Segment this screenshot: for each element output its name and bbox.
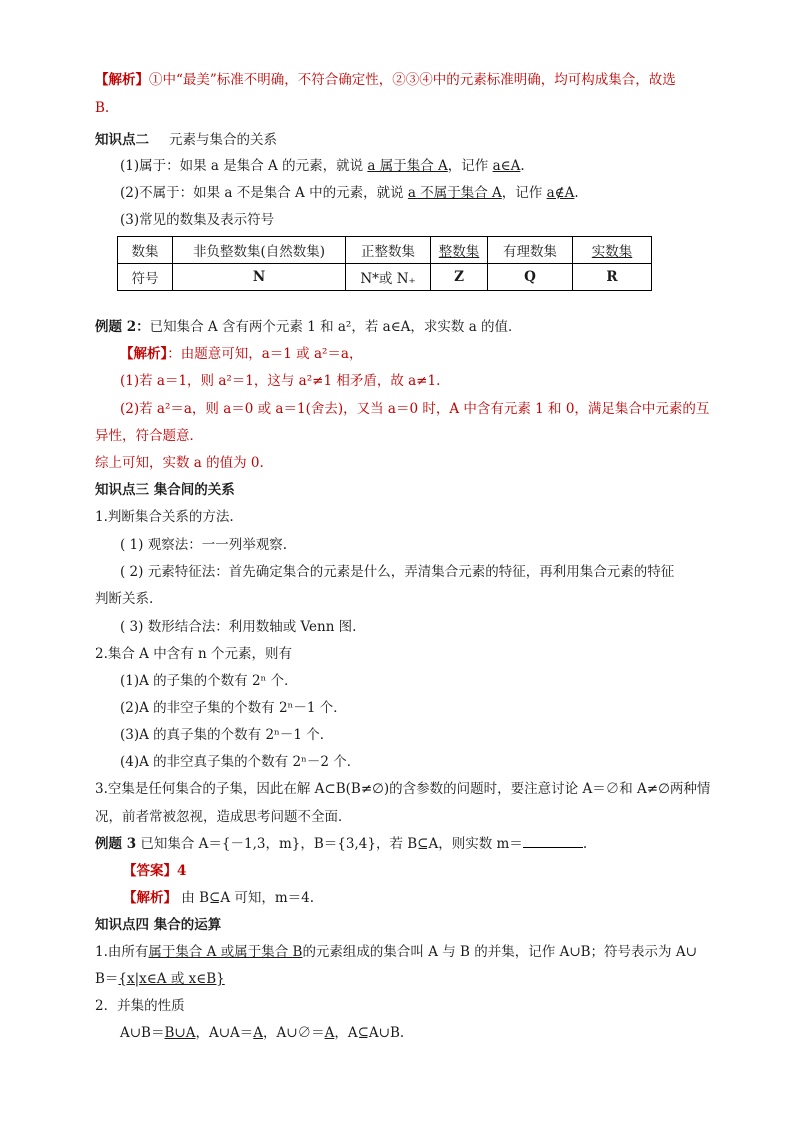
table-cell: 有理数集 — [488, 237, 573, 264]
kp3-p2: 2.集合 A 中含有 n 个元素，则有 — [95, 646, 292, 662]
table-cell: Z — [431, 264, 488, 291]
kp3-subset-4: (4)A 的非空真子集的个数有 2ⁿ－2 个． — [120, 754, 361, 770]
kp3-heading: 知识点三 集合间的关系 — [95, 482, 235, 498]
kp4-p2: 2．并集的性质 — [95, 998, 185, 1014]
kp2-item-3: (3)常见的数集及表示符号 — [120, 212, 275, 228]
table-cell: 非负整数集(自然数集) — [173, 237, 346, 264]
kp3-subset-3: (3)A 的真子集的个数有 2ⁿ－1 个． — [120, 727, 334, 743]
analysis-tag: 【解析】 — [95, 72, 149, 88]
kp3-method-1: ( 1) 观察法：一一列举观察. — [120, 537, 287, 553]
kp4-properties: A∪B＝B∪A，A∪A＝A，A∪∅＝A，A⊆A∪B. — [120, 1025, 405, 1041]
kp2-item-2: (2)不属于：如果 a 不是集合 A 中的元素，就说 a 不属于集合 A，记作 a∉A. — [120, 185, 579, 201]
kp4-heading: 知识点四 集合的运算 — [95, 917, 222, 933]
table-cell: N*或 N₊ — [346, 264, 431, 291]
example-3-question: 例题 3 已知集合 A＝{－1,3，m}，B＝{3,4}，若 B⊆A，则实数 m＝ . — [95, 836, 588, 852]
table-cell: Q — [488, 264, 573, 291]
example-2-conclusion: 综上可知，实数 a 的值为 0. — [95, 455, 264, 471]
kp3-p1: 1.判断集合关系的方法. — [95, 509, 234, 525]
table-row — [118, 264, 652, 291]
analysis-line-1: 【解析】①中“最美”标准不明确，不符合确定性，②③④中的元素标准明确，均可构成集合，故选 — [95, 72, 676, 88]
table-row — [118, 237, 652, 264]
kp3-subset-2: (2)A 的非空子集的个数有 2ⁿ－1 个． — [120, 700, 347, 716]
kp3-subset-1: (1)A 的子集的个数有 2ⁿ 个． — [120, 673, 298, 689]
table-cell: 数集 — [118, 237, 173, 264]
table-cell: 正整数集 — [346, 237, 431, 264]
example-2-question: 例题 2：已知集合 A 含有两个元素 1 和 a²，若 a∈A，求实数 a 的值． — [95, 319, 522, 335]
kp3-method-2-line-2: 判断关系. — [95, 591, 154, 607]
table-cell: N — [173, 264, 346, 291]
example-2-case-2-line-2: 异性，符合题意． — [95, 428, 203, 444]
table-cell: R — [573, 264, 652, 291]
kp3-p3-line-1: 3.空集是任何集合的子集，因此在解 A⊂B(B≠∅)的含参数的问题时，要注意讨论 A＝∅和 A≠∅两种情 — [95, 781, 711, 797]
table-cell: 整数集 — [431, 237, 488, 264]
example-2-case-1: (1)若 a＝1，则 a²＝1，这与 a²≠1 相矛盾，故 a≠1. — [120, 373, 441, 389]
kp3-p3-line-2: 况，前者常被忽视，造成思考问题不全面． — [95, 809, 352, 825]
kp3-method-3: ( 3) 数形结合法：利用数轴或 Venn 图. — [120, 619, 357, 635]
number-set-table — [117, 236, 652, 291]
answer-blank — [523, 835, 583, 848]
kp4-p1-line-1: 1.由所有属于集合 A 或属于集合 B的元素组成的集合叫 A 与 B 的并集，记作 A∪B；符号表示为 A∪ — [95, 944, 697, 960]
kp2-item-1: (1)属于：如果 a 是集合 A 的元素，就说 a 属于集合 A，记作 a∈A. — [120, 158, 525, 174]
example-2-analysis: 【解析】：由题意可知，a＝1 或 a²＝a， — [120, 346, 363, 362]
kp4-p1-line-2: B＝{x|x∈A 或 x∈B} — [95, 971, 225, 987]
table-cell: 实数集 — [573, 237, 652, 264]
kp2-heading: 知识点二 元素与集合的关系 — [95, 132, 277, 148]
analysis-line-2: B. — [95, 100, 110, 116]
example-3-analysis: 【解析】 由 B⊆A 可知，m＝4. — [123, 890, 315, 906]
example-2-case-2-line-1: (2)若 a²＝a，则 a＝0 或 a＝1(舍去)，又当 a＝0 时，A 中含有元素 1 和 0，满足集合中元素的互 — [120, 401, 710, 417]
table-cell: 符号 — [118, 264, 173, 291]
example-3-answer: 【答案】4 — [123, 863, 187, 879]
kp3-method-2-line-1: ( 2) 元素特征法：首先确定集合的元素是什么，弄清集合元素的特征，再利用集合元素的特征 — [120, 564, 675, 580]
